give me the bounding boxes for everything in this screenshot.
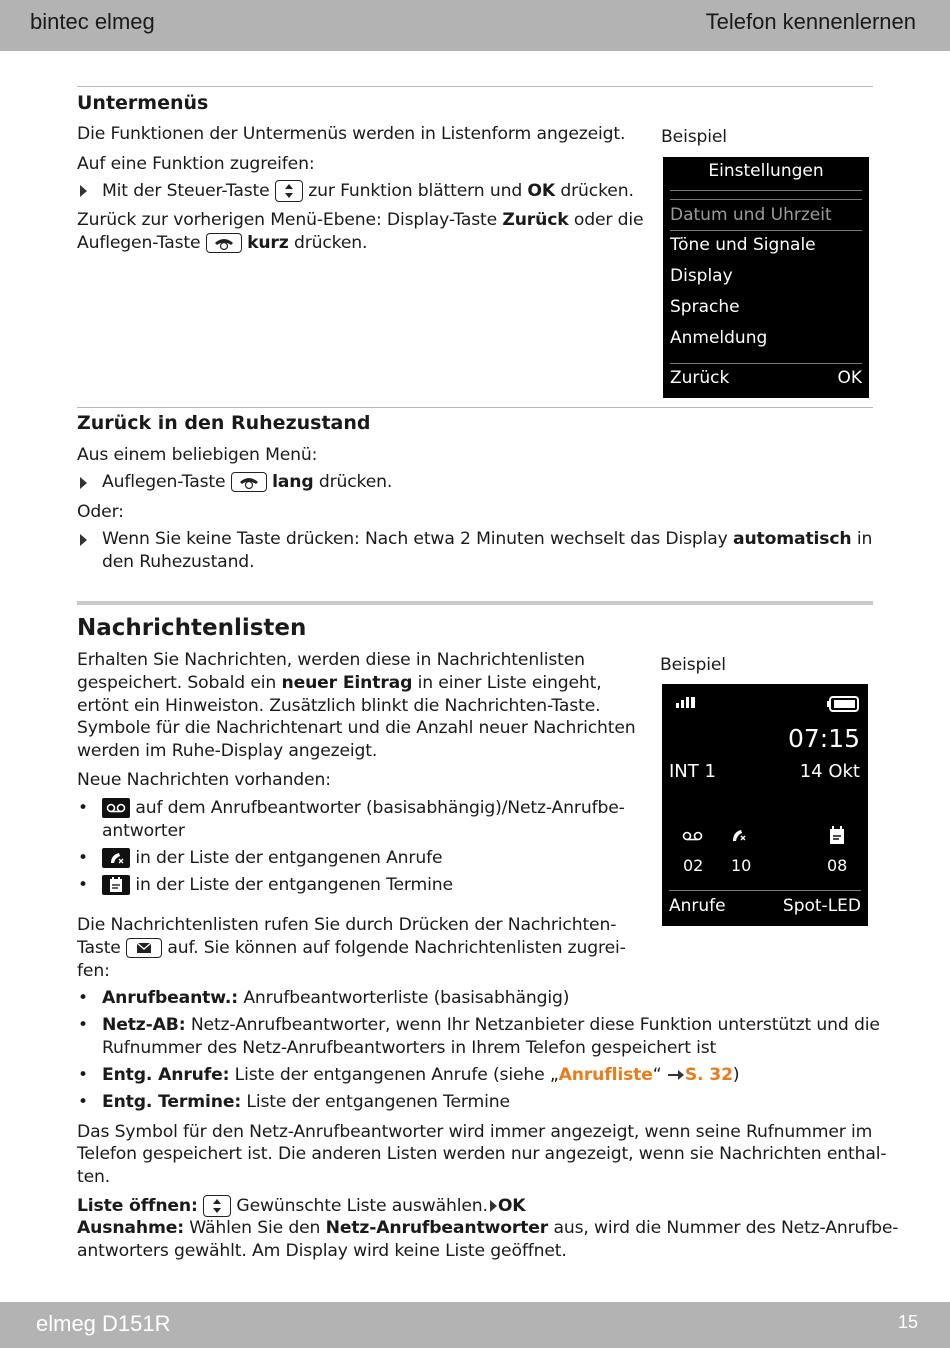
screen-divider: [670, 230, 862, 231]
list-item-entg-termine: Entg. Termine: Liste der entgangenen Termine: [102, 1092, 510, 1112]
missed-call-icon: [102, 848, 130, 868]
example-label: Beispiel: [661, 127, 727, 147]
paragraph: Symbole für die Nachrichtenart und die Anzahl neuer Nachrichten: [77, 718, 636, 738]
menu-item-datum[interactable]: Datum und Uhrzeit: [670, 205, 832, 225]
screen-divider: [669, 890, 861, 891]
screen-divider: [670, 190, 862, 191]
answering-machine-icon: [682, 829, 704, 843]
list-item: in der Liste der entgangenen Anrufe: [102, 847, 442, 870]
arrow-right-icon: [667, 1069, 685, 1081]
paragraph: Das Symbol für den Netz-Anrufbeantworter wird immer angezeigt, wenn seine Rufnummer im: [77, 1122, 873, 1142]
battery-icon: [826, 695, 860, 713]
footer-model: elmeg D151R: [36, 1311, 171, 1336]
section-divider: [77, 407, 873, 408]
step-arrow-icon: [80, 534, 87, 546]
section-title-ruhezustand: Zurück in den Ruhezustand: [77, 412, 371, 434]
answering-machine-icon: [102, 798, 130, 818]
internal-name: INT 1: [669, 761, 716, 782]
missed-call-icon: [731, 827, 749, 843]
paragraph: Ausnahme: Wählen Sie den Netz-Anrufbeantworter aus, wird die Nummer des Netz-Anrufbe-: [77, 1218, 899, 1238]
paragraph: Erhalten Sie Nachrichten, werden diese in Nachrichtenlisten: [77, 650, 585, 670]
settings-menu-screen: [663, 157, 869, 398]
paragraph: Liste öffnen: Gewünschte Liste auswählen. OK: [77, 1196, 526, 1216]
paragraph: werden im Ruhe-Display angezeigt.: [77, 741, 378, 761]
paragraph: ten.: [77, 1167, 111, 1187]
page-reference-link[interactable]: S. 32: [684, 1065, 733, 1085]
step-arrow-icon: [80, 185, 87, 197]
paragraph: ertönt ein Hinweiston. Zusätzlich blinkt die Nachrichten-Taste.: [77, 696, 601, 716]
example-label: Beispiel: [660, 655, 726, 675]
step-text: Mit der Steuer-Taste zur Funktion blättern und OK drücken.: [102, 181, 634, 201]
bullet: •: [78, 1092, 89, 1112]
idle-display-screen: [662, 684, 868, 926]
list-item-cont: antworter: [102, 821, 185, 841]
step-arrow-icon: [80, 477, 87, 489]
list-item: in der Liste der entgangenen Termine: [102, 874, 453, 897]
count-missed-appointments: 08: [827, 856, 848, 875]
paragraph: Zurück zur vorherigen Menü-Ebene: Display-Taste Zurück oder die: [77, 210, 644, 230]
step-text-cont: den Ruhezustand.: [102, 552, 255, 572]
section-title-nachrichtenlisten: Nachrichtenlisten: [77, 615, 307, 641]
softkey-ok[interactable]: OK: [837, 368, 862, 388]
screen-divider: [670, 363, 862, 364]
paragraph: Auf eine Funktion zugreifen:: [77, 154, 315, 174]
page-header: [0, 0, 950, 51]
section-title-untermenus: Untermenüs: [77, 92, 209, 114]
navigation-key-icon: [275, 180, 303, 202]
calendar-icon: [828, 825, 846, 845]
end-call-key-icon: [231, 472, 267, 492]
chapter-divider: [77, 601, 873, 605]
count-missed-calls: 10: [731, 856, 752, 875]
menu-item-anmeldung[interactable]: Anmeldung: [670, 328, 768, 348]
end-call-key-icon: [206, 233, 242, 253]
section-divider: [77, 86, 873, 87]
menu-item-display[interactable]: Display: [670, 266, 733, 286]
paragraph: Telefon gespeichert ist. Die anderen Listen werden nur angezeigt, wenn sie Nachrichten enthal-: [77, 1144, 887, 1164]
navigation-key-icon: [203, 1195, 231, 1217]
bullet: •: [78, 798, 89, 818]
paragraph: Auflegen-Taste kurz drücken.: [77, 233, 368, 253]
bullet: •: [78, 1015, 89, 1035]
list-item-anrufbeantw: Anrufbeantw.: Anrufbeantworterliste (basisabhängig): [102, 988, 570, 1008]
count-answering-machine: 02: [683, 856, 704, 875]
list-item: auf dem Anrufbeantworter (basisabhängig)/Netz-Anrufbe-: [102, 797, 625, 820]
message-key-icon: [126, 938, 162, 958]
menu-item-toene[interactable]: Töne und Signale: [670, 235, 816, 255]
softkey-spot-led[interactable]: Spot-LED: [782, 896, 861, 916]
calendar-icon: [102, 875, 130, 895]
list-item-netz-ab: Netz-AB: Netz-Anrufbeantworter, wenn Ihr Netzanbieter diese Funktion unterstützt und die: [102, 1015, 880, 1035]
header-brand: bintec elmeg: [30, 9, 155, 34]
bullet: •: [78, 988, 89, 1008]
signal-strength-icon: [675, 695, 701, 711]
list-item-cont: Rufnummer des Netz-Anrufbeantworters in Ihrem Telefon gespeichert ist: [102, 1038, 717, 1058]
paragraph: Die Funktionen der Untermenüs werden in Listenform angezeigt.: [77, 124, 626, 144]
bullet: •: [78, 875, 89, 895]
arrow-right-icon: [488, 1199, 498, 1213]
screen-divider: [670, 199, 862, 200]
paragraph: Die Nachrichtenlisten rufen Sie durch Drücken der Nachrichten-: [77, 915, 617, 935]
paragraph: gespeichert. Sobald ein neuer Eintrag in einer Liste eingeht,: [77, 673, 602, 693]
clock-time: 07:15: [787, 724, 860, 753]
page-number: 15: [897, 1312, 918, 1332]
softkey-zurueck[interactable]: Zurück: [670, 368, 730, 388]
list-item-entg-anrufe: Entg. Anrufe: Liste der entgangenen Anrufe (siehe „Anrufliste“ S. 32): [102, 1065, 740, 1085]
bullet: •: [78, 848, 89, 868]
paragraph: Oder:: [77, 502, 124, 522]
paragraph: fen:: [77, 961, 110, 981]
paragraph: Aus einem beliebigen Menü:: [77, 445, 318, 465]
header-chapter: Telefon kennenlernen: [705, 9, 916, 34]
menu-item-sprache[interactable]: Sprache: [670, 297, 740, 317]
bullet: •: [78, 1065, 89, 1085]
page-footer: [0, 1302, 950, 1348]
anrufliste-link[interactable]: Anrufliste: [558, 1065, 653, 1085]
paragraph: Neue Nachrichten vorhanden:: [77, 770, 331, 790]
step-text: Wenn Sie keine Taste drücken: Nach etwa 2 Minuten wechselt das Display automatisch in: [102, 529, 873, 549]
screen-title: Einstellungen: [708, 161, 824, 181]
softkey-anrufe[interactable]: Anrufe: [669, 896, 726, 916]
step-text: Auflegen-Taste lang drücken.: [102, 472, 393, 492]
paragraph: Taste auf. Sie können auf folgende Nachrichtenlisten zugrei-: [77, 938, 626, 958]
date-display: 14 Okt: [799, 761, 860, 782]
paragraph: antworters gewählt. Am Display wird keine Liste geöffnet.: [77, 1241, 567, 1261]
